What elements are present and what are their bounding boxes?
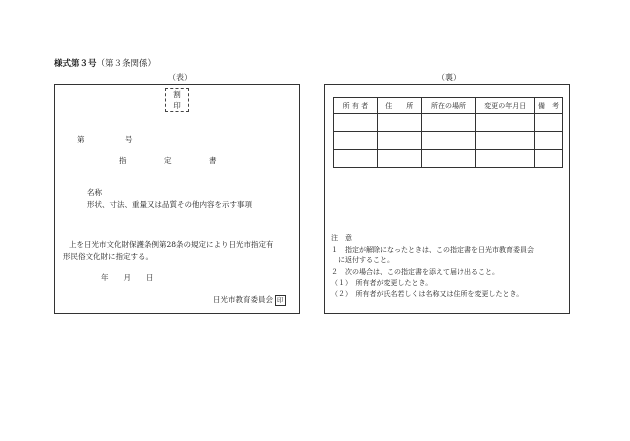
header-owner: 所 有 者	[334, 98, 378, 114]
form-relation: （第３条関係）	[96, 59, 157, 69]
front-label: （表）	[168, 73, 192, 82]
description-label: 形状、寸法、重量又は品質その他内容を示す事項	[87, 200, 252, 209]
header-remarks: 備 考	[535, 98, 563, 114]
table-cell	[421, 114, 476, 132]
body-line-2: 形民俗文化財に指定する。	[63, 252, 153, 261]
seal-char-1: 割	[173, 90, 181, 99]
note-line: （２） 所有者が氏名若しくは名称又は住所を変更したとき。	[331, 290, 524, 298]
table-cell	[535, 132, 563, 150]
table-cell	[377, 132, 421, 150]
table-row	[334, 150, 563, 168]
table-cell	[334, 132, 378, 150]
note-line: １ 指定が解除になったときは、この指定書を日光市教育委員会	[331, 246, 534, 254]
note-line: ２ 次の場合は、この指定書を添えて届け出ること。	[331, 268, 499, 276]
form-number: 様式第３号	[54, 59, 97, 69]
number-suffix: 号	[125, 135, 133, 144]
header-address: 住 所	[377, 98, 421, 114]
issuer-name: 日光市教育委員会	[213, 295, 273, 304]
front-panel	[54, 84, 300, 314]
table-cell	[476, 150, 535, 168]
table-cell	[334, 150, 378, 168]
tally-seal-box	[165, 88, 189, 112]
table-cell	[421, 132, 476, 150]
date-line: 年 月 日	[101, 273, 154, 282]
form-header	[54, 57, 156, 69]
table-row	[334, 132, 563, 150]
body-line-1: 上を日光市文化財保護条例第28条の規定により日光市指定有	[69, 240, 274, 249]
table-cell	[421, 150, 476, 168]
table-cell	[476, 132, 535, 150]
table-cell	[334, 114, 378, 132]
seal-char-2: 印	[173, 101, 181, 110]
table-cell	[377, 150, 421, 168]
table-cell	[535, 150, 563, 168]
header-change-date: 変更の年月日	[476, 98, 535, 114]
issuer-line	[213, 294, 286, 306]
change-history-table	[333, 97, 563, 168]
table-row	[334, 114, 563, 132]
header-location: 所在の場所	[421, 98, 476, 114]
certificate-title: 指 定 書	[119, 156, 217, 165]
back-panel	[324, 84, 570, 314]
back-label: （裏）	[437, 73, 461, 82]
number-prefix: 第	[77, 135, 85, 144]
name-label: 名称	[87, 188, 102, 197]
issuer-stamp: 印	[277, 296, 284, 304]
note-line: （１） 所有者が変更したとき。	[331, 279, 433, 287]
table-cell	[377, 114, 421, 132]
note-line: に返付すること。	[331, 256, 394, 264]
table-cell	[476, 114, 535, 132]
notes-title: 注 意	[331, 234, 352, 242]
table-header-row	[334, 98, 563, 114]
table-cell	[535, 114, 563, 132]
